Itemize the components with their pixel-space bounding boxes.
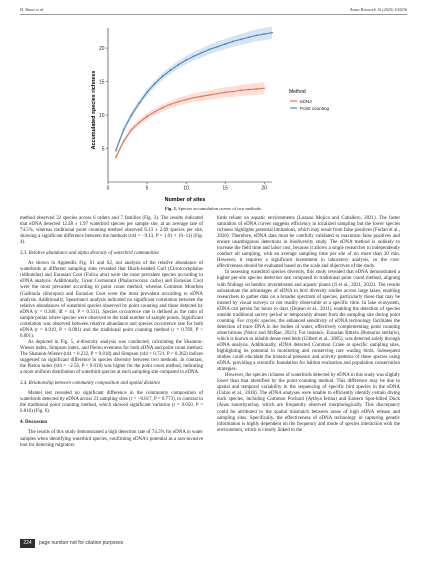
page-number: 224 xyxy=(20,539,35,548)
data-point xyxy=(146,115,148,117)
data-point xyxy=(154,111,156,113)
data-point xyxy=(248,36,250,38)
x-axis-label: Number of sites xyxy=(164,197,206,203)
figure-caption xyxy=(0,206,427,211)
data-point xyxy=(240,38,242,40)
data-point xyxy=(216,93,218,95)
paragraph: The results of this study demonstrated a high detection rate of 74.5% for eDNA in water samples when identifying waterbird species, confirming eDNA's potential as a non-invasive tool for detecting migratory xyxy=(20,430,203,448)
paragraph: As depicted in Fig. 5, α-diversity analysis was conducted, calculating the Shannon-Wiener index, Simpson index, and Pielou evenness for both eDNA and point count method. The Shannon-Wiener (t44 = 0.232, P = 0.818) and Simpson (t44 = 0.721, P = 0.362) indices suggested no significant difference in species diversity between two methods. In contrast, the Pielou index (t44 = −2.56, P = 0.018) was higher for the point count method, indicating a more uniform distribution of waterbird species at each sampling site compared to eDNA. xyxy=(20,339,203,376)
section-heading: 4. Discussion xyxy=(20,420,48,426)
data-point xyxy=(209,49,211,51)
data-point xyxy=(224,91,226,93)
data-point xyxy=(170,69,172,71)
legend-label: eDNA xyxy=(300,98,313,104)
section-heading: 3.3. Relative abundance and alpha diversity of waterbird communities xyxy=(20,251,159,257)
paragraph: As shown in Appendix Fig. S1 and S2, our analysis of the relative abundance of waterbirds at different sampling sites revealed that Black-headed Gull (Chroicocephalus ridibundus) and Eurasian Coot (Fulica atra) were the most prevalent species according to eDNA analysis. Additionally, Great Cormorant (Phalacrocorax carbo) and Eurasian Coot were the most prevalent according to point count method, whereas Common Moorhen (Gallinula chloropus) and Eurasian Coot were the most prevalent according to eDNA analysis. Additionally, Spearman's analysis indicated no significant correlation between the relative abundances of waterbird species observed by point counting and those detected by eDNA (r = 0.308, df = 44, P = 0.331). Species occurrence rate is defined as the ratio of sample points where species were observed to the total number of sample points. Significant correlation was observed between relative abundance and species occurrence rate for both eDNA (r = 0.919, P < 0.001) and the traditional point counting method (r = 0.769, P < 0.001). xyxy=(20,261,203,339)
y-tick-label: 10 xyxy=(98,112,105,119)
figure-caption-text: Species accumulation curves of two methods. xyxy=(178,206,263,211)
paragraph: In assessing waterbird species diversity, this study revealed that eDNA demonstrated a higher per-site species detection rate compared to traditional point count method, aligning with findings on benthic invertebrates and aquatic plants (Ji et al., 2021, 2022). The results substantiate the advantages of eDNA in bird diversity studies across large lakes, enabling researchers to gather data on a broader spectrum of species, particularly those that may be missed by visual surveys or not readily observable at a specific time. In lake ecosystem, eDNA can persist for hours to days (Dejean et al., 2011), enabling the detection of species outside traditional survey period or temporarily absent from the sampling site during point counting. For cryptic species, the enhanced sensitivity of eDNA technology facilitates the detection of trace DNA in the bodies of water, effectively complementing point counting observations (Neice and McRae, 2021). For instance, Eurasian Bittern (Botaurus stellaris), which is known to inhabit dense reed beds (Gilbert et al., 2005), was detected solely through eDNA analysis. Additionally, eDNA detected Common Crane at specific sampling sites, highlighting its potential in monitoring and conserving rare wading birds. Subsequent studies could elucidate the historical presence and activity patterns of these species using eDNA, providing a scientific foundation for habitat evaluation and population conservation strategies. xyxy=(217,270,400,373)
right-text-column xyxy=(217,216,400,434)
y-axis-label: Accumulated species richness xyxy=(91,70,97,150)
paragraph: method observed 22 species across 6 orders and 7 families (Fig. 3). The results indicated that eDNA detected 12.48 ± 1.97 waterbird species per sample site, at an average rate of 74.5%, whereas traditional point counting method observed 6.13 ± 2.69 species per site, showing a significant difference between the methods (t44 = −9.13, P = 1.01 × 10−11) (Fig. 4). xyxy=(20,216,203,246)
data-point xyxy=(263,87,265,89)
data-point xyxy=(201,52,203,54)
paragraph: birds reliant on aquatic environments (Lozano Mojica and Caballero, 2021). The faster saturation of eDNA curves suggests efficiency in localized sampling but the lower species richness highlights potential limitations, which may result from false positives (Furlan et al., 2020). Therefore, eDNA data must be carefully validated to maximize false positives and ensure unambiguous detections in biodiversity study. The eDNA method is unlikely to increase the field time and labor cost, because it allows a single researcher to independently conduct all sampling, with an average sampling time per site of no more than 20 min. However, it requires a significant investment in laboratory analysis, so the cost-effectiveness should be evaluated based on the scale and objectives of the study. xyxy=(217,216,400,270)
data-point xyxy=(248,89,250,91)
page-footer xyxy=(20,539,407,548)
paragraph: However, the species richness of waterbirds detected by eDNA in this study was slightly lower than that identified by the point counting method. This difference may be due to spatial and temporal variability in the sequencing of specific bird species in the eDNA (Ushio et al., 2018). The eDNA analyses were unable to efficiently identify certain diving duck species, including Common Pochard (Aythya ferina) and Eastern Spot-billed Duck (Anas zonorhyncha), which are frequently observed morphologically. This discrepancy could be attributed to the spatial mismatch between areas of high eDNA release and sampling sites. Specifically, the effectiveness of eDNA technology in capturing genetic information is highly dependent on the frequency and mode of species interaction with the environment, which is closely linked to the xyxy=(217,373,400,433)
left-text-column xyxy=(20,216,203,449)
data-point xyxy=(138,122,140,124)
data-point xyxy=(185,99,187,101)
data-point xyxy=(131,114,133,116)
data-point xyxy=(154,83,156,85)
data-point xyxy=(201,95,203,97)
data-point xyxy=(255,88,257,90)
data-point xyxy=(162,107,164,109)
y-tick-label: 20 xyxy=(98,45,105,52)
data-point xyxy=(271,32,273,34)
data-point xyxy=(232,91,234,93)
running-header-journal: Avian Research 16 (2025) 100236 xyxy=(349,7,407,12)
data-point xyxy=(115,150,117,152)
paragraph: Mantel test revealed no significant difference in the community composition of waterbirds detected by eDNA across 23 sampling sites (r = −0.017, P = 0.773), in contrast to the traditional point counting method, which showed significant variation (r = 0.050, P = 0.016) (Fig. 6). xyxy=(20,391,203,415)
data-point xyxy=(170,103,172,105)
data-point xyxy=(162,75,164,77)
data-point xyxy=(193,97,195,99)
legend-title: Method xyxy=(289,89,306,95)
y-tick-label: 15 xyxy=(98,79,105,86)
data-point xyxy=(131,129,133,131)
data-point xyxy=(123,129,125,131)
data-point xyxy=(177,101,179,103)
x-tick-label: 0 xyxy=(106,185,110,192)
y-tick-label: 5 xyxy=(101,146,105,153)
data-point xyxy=(123,140,125,142)
data-point xyxy=(232,40,234,42)
running-header-authors: H. Shuai et al. xyxy=(20,7,45,12)
legend-label: Point counting xyxy=(300,105,330,111)
series-band xyxy=(116,82,264,159)
data-point xyxy=(209,94,211,96)
data-point xyxy=(115,156,117,158)
species-accumulation-chart xyxy=(0,0,427,205)
data-point xyxy=(146,91,148,93)
footer-note: page number not for citation purposes xyxy=(39,540,124,546)
x-tick-label: 5 xyxy=(145,185,149,192)
data-point xyxy=(255,34,257,36)
data-point xyxy=(240,89,242,91)
x-tick-label: 15 xyxy=(222,185,228,192)
chart-legend xyxy=(289,89,330,111)
section-heading: 3.4. Relationship between community composition and spatial distance xyxy=(20,381,161,387)
figure-caption-label: Fig. 2. xyxy=(164,206,177,211)
x-tick-label: 20 xyxy=(261,185,267,192)
data-point xyxy=(263,33,265,35)
x-tick-label: 10 xyxy=(183,185,189,192)
data-point xyxy=(216,46,218,48)
data-point xyxy=(224,43,226,45)
data-point xyxy=(185,59,187,61)
data-point xyxy=(138,102,140,104)
data-point xyxy=(193,55,195,57)
data-point xyxy=(177,64,179,66)
